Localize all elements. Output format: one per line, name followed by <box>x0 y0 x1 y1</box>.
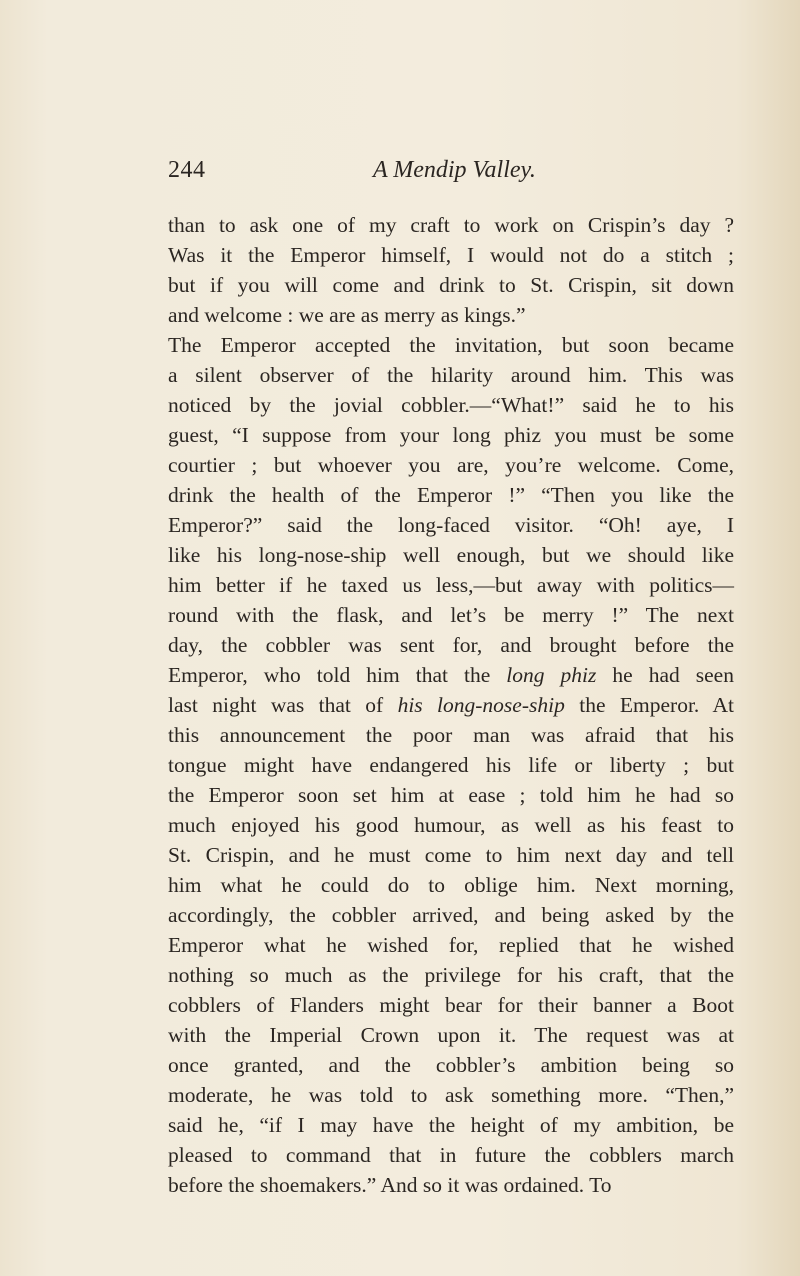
text-line: cobblers of Flanders might bear for their banner a Boot <box>168 993 734 1017</box>
text-line: Was it the Emperor himself, I would not do a stitch ; <box>168 243 734 267</box>
text-line: him better if he taxed us less,—but away with politics— <box>168 573 734 597</box>
body-text <box>168 210 734 1200</box>
text-line: Emperor?” said the long-faced visitor. “Oh! aye, I <box>168 513 734 537</box>
text-line: but if you will come and drink to St. Crispin, sit down <box>168 273 734 297</box>
text-line: noticed by the jovial cobbler.—“What!” said he to his <box>168 393 734 417</box>
running-title: A Mendip Valley. <box>373 157 536 183</box>
text-line: accordingly, the cobbler arrived, and being asked by the <box>168 903 734 927</box>
text-line: The Emperor accepted the invitation, but soon became <box>168 333 734 357</box>
text-line: than to ask one of my craft to work on Crispin’s day ? <box>168 213 734 237</box>
text-line: a silent observer of the hilarity around him. This was <box>168 363 734 387</box>
text-line: guest, “I suppose from your long phiz you must be some <box>168 423 734 447</box>
text-line: the Emperor soon set him at ease ; told him he had so <box>168 783 734 807</box>
text-run: the Emperor. At <box>564 693 735 717</box>
text-run: last night was that of <box>168 693 398 717</box>
text-line <box>168 660 734 690</box>
text-line <box>168 690 734 720</box>
italic-phrase: his long-nose-ship <box>397 693 565 717</box>
text-line: before the shoemakers.” And so it was ordained. To <box>168 1173 612 1197</box>
text-line: nothing so much as the privilege for his craft, that the <box>168 963 734 987</box>
text-line: pleased to command that in future the cobblers march <box>168 1143 734 1167</box>
text-line: and welcome : we are as merry as kings.” <box>168 303 526 327</box>
italic-phrase: long phiz <box>506 663 597 687</box>
running-head <box>168 157 728 193</box>
text-line: him what he could do to oblige him. Next morning, <box>168 873 734 897</box>
text-line: this announcement the poor man was afraid that his <box>168 723 734 747</box>
text-line: Emperor what he wished for, replied that he wished <box>168 933 734 957</box>
text-line: round with the flask, and let’s be merry !” The next <box>168 603 734 627</box>
text-line: much enjoyed his good humour, as well as his feast to <box>168 813 734 837</box>
text-line: like his long-nose-ship well enough, but we should like <box>168 543 734 567</box>
text-line: courtier ; but whoever you are, you’re welcome. Come, <box>168 453 734 477</box>
text-line: moderate, he was told to ask something more. “Then,” <box>168 1083 734 1107</box>
text-line: once granted, and the cobbler’s ambition being so <box>168 1053 734 1077</box>
text-run: Emperor, who told him that the <box>168 663 507 687</box>
text-line: day, the cobbler was sent for, and brought before the <box>168 633 734 657</box>
text-line: with the Imperial Crown upon it. The request was at <box>168 1023 734 1047</box>
text-line: said he, “if I may have the height of my ambition, be <box>168 1113 734 1137</box>
page-number: 244 <box>168 157 206 183</box>
text-line: tongue might have endangered his life or liberty ; but <box>168 753 734 777</box>
text-run: he had seen <box>596 663 734 687</box>
text-line: drink the health of the Emperor !” “Then you like the <box>168 483 734 507</box>
text-line: St. Crispin, and he must come to him next day and tell <box>168 843 734 867</box>
